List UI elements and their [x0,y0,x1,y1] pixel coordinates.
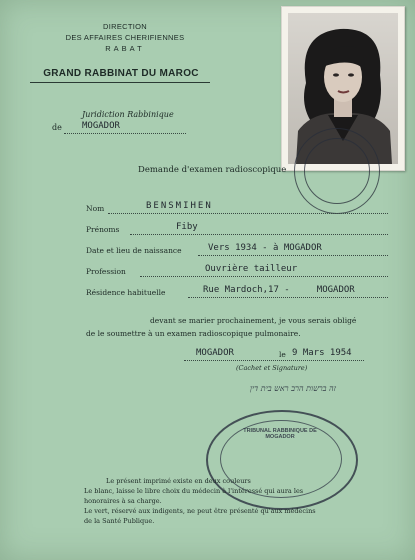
stamp-text: TRIBUNAL RABBINIQUE DE MOGADOR [243,428,317,440]
footer-line-3: honoraires à sa charge. [84,497,162,505]
field-prenoms-value: Fiby [176,222,198,232]
date-rule [184,360,364,361]
header-institution: GRAND RABBINAT DU MAROC [43,68,199,79]
signature-caption: (Cachet et Signature) [236,364,308,372]
footer-line-2: Le blanc, laisse le libre choix du médecin à l'intéressé qui aura les [84,487,304,495]
date-value: 9 Mars 1954 [292,348,352,358]
field-nom-value: BENSMIHEN [146,201,213,211]
field-profession-rule [140,276,388,277]
field-naissance-label: Date et lieu de naissance [86,246,182,255]
jurisdiction-rule [64,133,186,134]
jurisdiction-label: Juridiction Rabbinique [82,110,174,119]
field-prenoms-label: Prénoms [86,225,120,234]
field-residence-value: Rue Mardoch,17 - MOGADOR [203,285,355,295]
form-title: Demande d'examen radioscopique [138,165,287,175]
field-profession-label: Profession [86,267,126,276]
hebrew-handwritten-note: זה ברשות הרב ראש בית דין [250,384,336,393]
header-rabat: RABAT [105,44,145,53]
field-nom-rule [108,213,388,214]
footer-line-4: Le vert, réservé aux indigents, ne peut être présenté qu'aux médecins [84,507,316,515]
field-profession-value: Ouvrière tailleur [205,264,298,274]
field-naissance-rule [198,255,388,256]
jurisdiction-prefix: de [52,123,62,132]
date-place: MOGADOR [196,348,234,358]
statement-line-1: devant se marier prochainement, je vous serais obligé [150,316,357,325]
field-residence-rule [188,297,388,298]
field-residence-label: Résidence habituelle [86,288,166,297]
field-prenoms-rule [130,234,388,235]
photo-stamp-inner [304,138,370,204]
statement-line-2: de le soumettre à un examen radioscopique pulmonaire. [86,329,301,338]
header-underline [30,82,210,83]
footer-line-5: de la Santé Publique. [84,517,155,525]
date-prefix: le [279,350,286,359]
header-affaires: DES AFFAIRES CHERIFIENNES [65,33,185,42]
header-direction: DIRECTION [103,22,147,31]
jurisdiction-value: MOGADOR [82,121,120,131]
footer-line-1: Le présent imprimé existe en deux couleurs [106,477,251,485]
field-nom-label: Nom [86,204,105,213]
field-naissance-value: Vers 1934 - à MOGADOR [208,243,322,253]
